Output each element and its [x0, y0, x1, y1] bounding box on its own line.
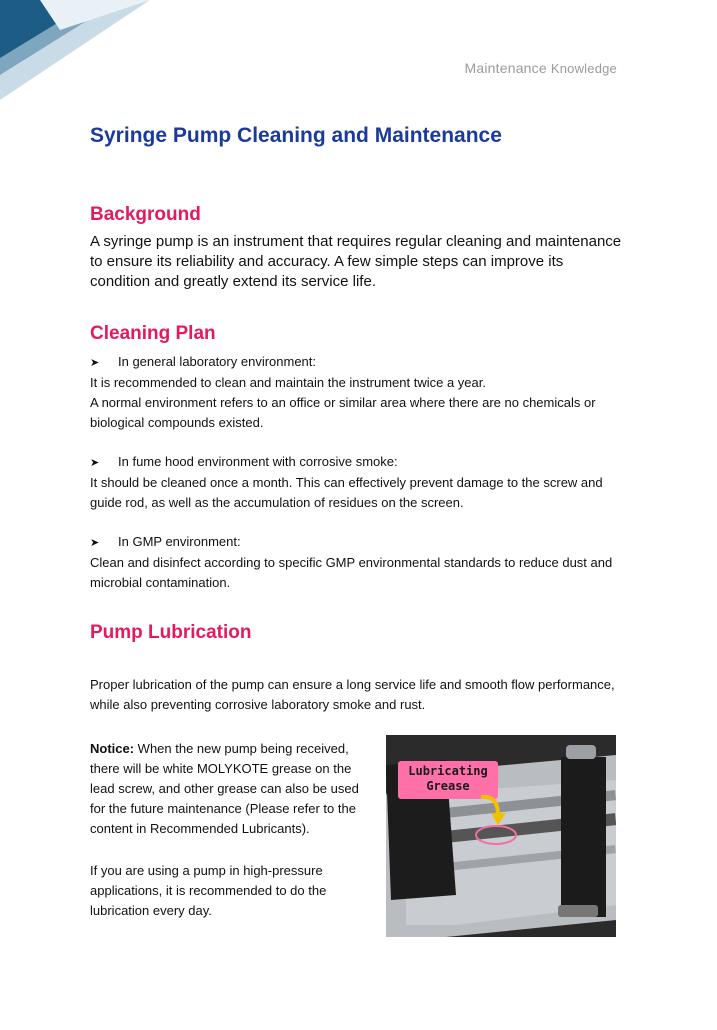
- cleaning-item-gmp: [90, 532, 625, 553]
- cleaning-item-fume-hood: [90, 452, 625, 473]
- cleaning-item-text: Clean and disinfect according to specific GMP environmental standards to reduce dust and microbial contamination.: [90, 555, 613, 590]
- background-section: [90, 204, 625, 292]
- pump-lubrication-section: [90, 622, 625, 715]
- corner-decoration: [0, 0, 150, 100]
- cleaning-item-general: [90, 352, 625, 373]
- arrow-bullet-icon: ➤: [90, 357, 100, 369]
- high-pressure-note: If you are using a pump in high-pressure applications, it is recommended to do the lubrication every day.: [90, 863, 327, 918]
- notice-text: When the new pump being received, there will be white MOLYKOTE grease on the lead screw, and other grease can also be used for the future maintenance (Please refer to the content in Recommended Lubricants).: [90, 741, 359, 836]
- cleaning-item-text: It is recommended to clean and maintain the instrument twice a year.: [90, 375, 486, 390]
- arrow-bullet-icon: ➤: [90, 457, 100, 469]
- photo-tag-line1: Lubricating: [408, 764, 488, 778]
- photo-tag-line2: Grease: [426, 779, 470, 793]
- arrow-bullet-icon: ➤: [90, 537, 100, 549]
- header-label-sub: Knowledge: [550, 61, 617, 76]
- cleaning-item-label: In general laboratory environment:: [118, 354, 317, 369]
- notice-paragraph: [90, 739, 375, 839]
- lubrication-intro: Proper lubrication of the pump can ensure a long service life and smooth flow performance, while also preventing corrosive laboratory smoke and rust.: [90, 677, 615, 712]
- cleaning-item-label: In fume hood environment with corrosive smoke:: [118, 454, 398, 469]
- notice-label: Notice:: [90, 741, 135, 756]
- header-label-main: Maintenance: [464, 60, 547, 76]
- background-text: A syringe pump is an instrument that requires regular cleaning and maintenance to ensure its reliability and accuracy. A few simple steps can improve its condition and greatly extend its service life.: [90, 233, 622, 290]
- cleaning-item-text: A normal environment refers to an office or similar area where there are no chemicals or biological compounds existed.: [90, 395, 596, 430]
- photo-tag: [400, 764, 496, 794]
- cleaning-plan-heading: Cleaning Plan: [90, 323, 216, 344]
- header-label: [464, 60, 617, 76]
- cleaning-plan-section: [90, 323, 625, 593]
- pump-lubrication-heading: Pump Lubrication: [90, 622, 252, 643]
- cleaning-item-label: In GMP environment:: [118, 534, 241, 549]
- background-heading: Background: [90, 204, 201, 225]
- pump-photo: [386, 735, 616, 937]
- page-title: Syringe Pump Cleaning and Maintenance: [90, 124, 502, 147]
- cleaning-item-text: It should be cleaned once a month. This can effectively prevent damage to the screw and guide rod, as well as the accumulation of residues on the screen.: [90, 475, 603, 510]
